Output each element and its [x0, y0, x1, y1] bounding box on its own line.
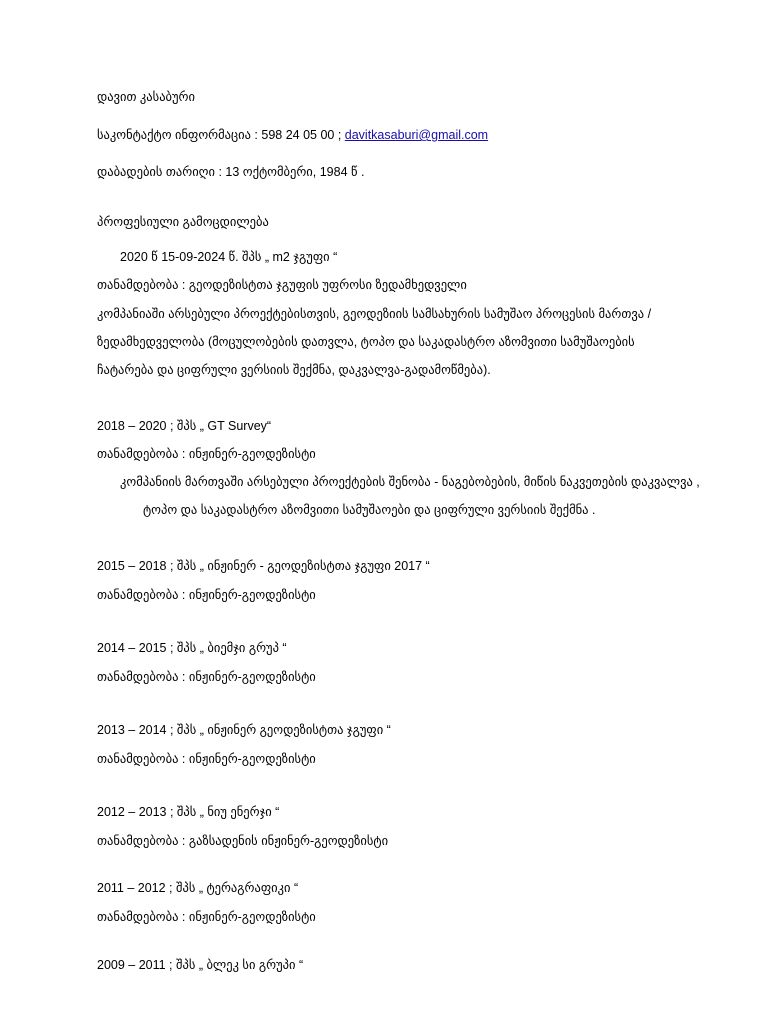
- job-header: 2015 – 2018 ; შპს „ ინჟინერ - გეოდეზისტთა ჯგუფი 2017 “: [97, 559, 430, 573]
- job-description-line: ზედამხედველობა (მოცულობების დათვლა, ტოპო და საკადასტრო აზომვითი სამუშაოების: [97, 335, 635, 349]
- email-link[interactable]: davitkasaburi@gmail.com: [344, 128, 489, 142]
- job-description-line: კომპანიის მართვაში არსებული პროექტების შენობა - ნაგებობების, მიწის ნაკვეთების დაკვალვა ,: [120, 475, 700, 489]
- job-position: თანამდებობა : ინჟინერ-გეოდეზისტი: [97, 670, 316, 684]
- job-position: თანამდებობა : ინჟინერ-გეოდეზისტი: [97, 447, 316, 461]
- contact-prefix: საკონტაქტო ინფორმაცია : 598 24 05 00 ;: [97, 128, 345, 142]
- job-header: 2020 წ 15-09-2024 წ. შპს „ m2 ჯგუფი “: [120, 250, 338, 264]
- job-header: 2009 – 2011 ; შპს „ ბლეკ სი გრუპი “: [97, 958, 304, 972]
- birth-date: დაბადების თარიღი : 13 ოქტომბერი, 1984 წ .: [97, 165, 365, 179]
- job-header: 2018 – 2020 ; შპს „ GT Survey“: [97, 419, 272, 433]
- job-header: 2014 – 2015 ; შპს „ ბიემჯი გრუპ “: [97, 641, 287, 655]
- job-description-line: ჩატარება და ციფრული ვერსიის შექმნა, დაკვალვა-გადამოწმება).: [97, 363, 491, 377]
- contact-info: [97, 127, 488, 143]
- section-title-experience: პროფესიული გამოცდილება: [97, 215, 269, 229]
- job-position: თანამდებობა : ინჟინერ-გეოდეზისტი: [97, 752, 316, 766]
- job-description-line: ტოპო და საკადასტრო აზომვითი სამუშაოები და ციფრული ვერსიის შექმნა .: [143, 503, 596, 517]
- job-position: თანამდებობა : ინჟინერ-გეოდეზისტი: [97, 910, 316, 924]
- person-name: დავით კასაბური: [97, 90, 195, 104]
- job-position: თანამდებობა : გეოდეზისტთა ჯგუფის უფროსი ზედამხედველი: [97, 278, 467, 292]
- job-header: 2011 – 2012 ; შპს „ ტერაგრაფიკი “: [97, 881, 299, 895]
- job-header: 2013 – 2014 ; შპს „ ინჟინერ გეოდეზისტთა ჯგუფი “: [97, 723, 391, 737]
- job-description-line: კომპანიაში არსებული პროექტებისთვის, გეოდეზიის სამსახურის სამუშაო პროცესის მართვა /: [97, 307, 652, 321]
- job-position: თანამდებობა : ინჟინერ-გეოდეზისტი: [97, 588, 316, 602]
- job-header: 2012 – 2013 ; შპს „ ნიუ ენერჯი “: [97, 805, 280, 819]
- job-position: თანამდებობა : გაზსადენის ინჟინერ-გეოდეზისტი: [97, 834, 389, 848]
